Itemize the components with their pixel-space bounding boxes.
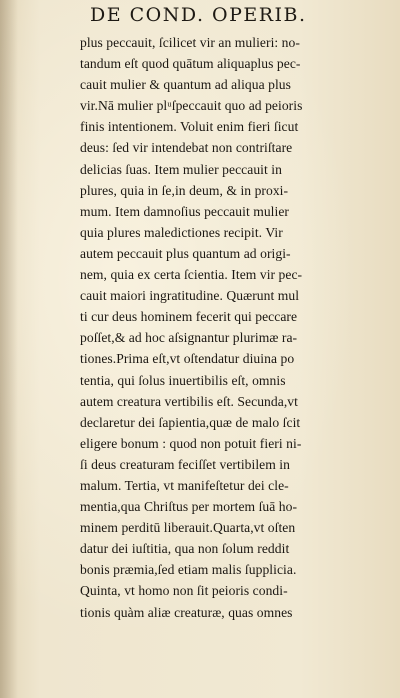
body-text xyxy=(80,32,392,623)
text-line: Quinta, vt homo non ſit peioris condi- xyxy=(80,583,288,599)
text-line: delicias ſuas. Item mulier peccauit in xyxy=(80,161,282,177)
text-line: mum. Item damnoſius peccauit mulier xyxy=(80,203,290,219)
text-line: datur dei iuſtitia, qua non ſolum reddit xyxy=(80,541,290,557)
text-line: autem peccauit plus quantum ad origi- xyxy=(80,245,291,261)
text-line: eligere bonum : quod non potuit fieri ni- xyxy=(80,435,302,451)
text-line: quia plures maledictiones recipit. Vir xyxy=(80,224,283,240)
text-line: nem, quia ex certa ſcientia. Item vir pec- xyxy=(80,267,303,283)
text-line: plus peccauit, ſcilicet vir an mulieri: no- xyxy=(80,35,300,50)
text-line: vir.Nā mulier plᵘſpeccauit quo ad peioris xyxy=(80,98,303,114)
text-line: tiones.Prima eſt,vt oſtendatur diuina po xyxy=(80,351,295,367)
text-line: malum. Tertia, vt manifeſtetur dei cle- xyxy=(80,477,289,493)
text-line: minem perditū liberauit.Quarta,vt oſten xyxy=(80,520,296,536)
text-line: finis intentionem. Voluit enim fieri ſicut xyxy=(80,119,299,135)
running-head: DE COND. OPERIB. xyxy=(90,4,307,26)
text-line: autem creatura vertibilis eſt. Secunda,vt xyxy=(80,393,298,409)
text-line: tentia, qui ſolus inuertibilis eſt, omnis xyxy=(80,372,286,388)
text-line: declaretur dei ſapientia,quæ de malo ſcit xyxy=(80,414,301,430)
text-line: mentia,qua Chriſtus per mortem ſuā ho- xyxy=(80,499,298,515)
text-line: tionis quàm aliæ creaturæ, quas omnes xyxy=(80,604,293,620)
text-line: cauit mulier & quantum ad aliqua plus xyxy=(80,77,291,93)
text-line: cauit maiori ingratitudine. Quærunt mul xyxy=(80,288,300,304)
gutter-shadow xyxy=(0,0,18,698)
text-line: ti cur deus hominem fecerit qui peccare xyxy=(80,309,298,325)
text-line: plures, quia in ſe,in deum, & in proxi- xyxy=(80,182,289,198)
text-line: poſſet,& ad hoc aſsignantur plurimæ ra- xyxy=(80,330,298,346)
show-through-mark xyxy=(268,628,308,642)
text-line: deus: ſed vir intendebat non contriſtare xyxy=(80,140,293,156)
text-line: bonis præmia,ſed etiam malis ſupplicia. xyxy=(80,562,297,578)
text-line: ſi deus creaturam feciſſet vertibilem in xyxy=(80,456,290,472)
text-line: tandum eſt quod quātum aliquaplus pec- xyxy=(80,56,301,72)
